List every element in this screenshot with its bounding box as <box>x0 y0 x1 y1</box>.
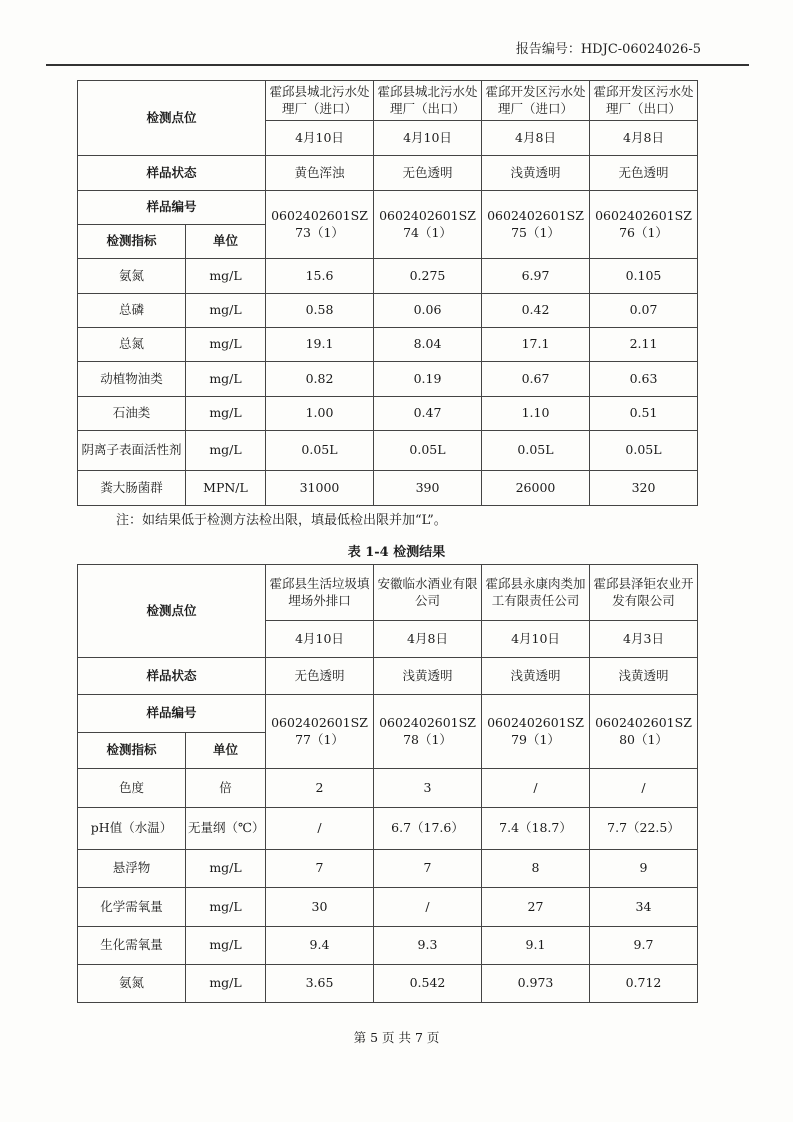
index-unit: MPN/L <box>186 471 266 506</box>
index-name: 悬浮物 <box>78 850 186 888</box>
label-index: 检测指标 <box>78 225 186 259</box>
sample-code: 0602402601SZ80（1） <box>590 695 698 769</box>
value-cell: 0.82 <box>266 362 374 397</box>
table-row <box>78 259 698 294</box>
value-cell: 15.6 <box>266 259 374 294</box>
label-index: 检测指标 <box>78 733 186 769</box>
value-cell: 9.3 <box>374 927 482 965</box>
value-cell: 9.7 <box>590 927 698 965</box>
label-unit: 单位 <box>186 225 266 259</box>
sample-date: 4月10日 <box>266 121 374 156</box>
table-row <box>78 362 698 397</box>
value-cell: 1.00 <box>266 397 374 431</box>
table-row <box>78 397 698 431</box>
value-cell: 8 <box>482 850 590 888</box>
value-cell: 0.67 <box>482 362 590 397</box>
value-cell: / <box>266 808 374 850</box>
value-cell: 7.4（18.7） <box>482 808 590 850</box>
value-cell: 27 <box>482 888 590 927</box>
index-name: 粪大肠菌群 <box>78 471 186 506</box>
sample-code: 0602402601SZ78（1） <box>374 695 482 769</box>
point-name: 霍邱县城北污水处理厂（出口） <box>374 81 482 121</box>
sample-state: 黄色浑浊 <box>266 156 374 191</box>
value-cell: 3.65 <box>266 965 374 1003</box>
index-unit: mg/L <box>186 294 266 328</box>
value-cell: / <box>590 769 698 808</box>
value-cell: 0.51 <box>590 397 698 431</box>
value-cell: 7 <box>374 850 482 888</box>
index-name: 化学需氧量 <box>78 888 186 927</box>
value-cell: / <box>374 888 482 927</box>
value-cell: 30 <box>266 888 374 927</box>
index-unit: 无量纲（℃） <box>186 808 266 850</box>
value-cell: 6.7（17.6） <box>374 808 482 850</box>
point-name: 霍邱县泽钜农业开发有限公司 <box>590 565 698 621</box>
value-cell: 0.47 <box>374 397 482 431</box>
sample-code: 0602402601SZ76（1） <box>590 191 698 259</box>
value-cell: 9.1 <box>482 927 590 965</box>
header-rule <box>46 64 749 66</box>
sample-code: 0602402601SZ73（1） <box>266 191 374 259</box>
index-unit: mg/L <box>186 850 266 888</box>
sample-state: 无色透明 <box>590 156 698 191</box>
sample-code: 0602402601SZ77（1） <box>266 695 374 769</box>
point-name: 霍邱开发区污水处理厂（出口） <box>590 81 698 121</box>
value-cell: 7 <box>266 850 374 888</box>
point-name: 霍邱县永康肉类加工有限责任公司 <box>482 565 590 621</box>
value-cell: 17.1 <box>482 328 590 362</box>
index-unit: mg/L <box>186 362 266 397</box>
sample-date: 4月8日 <box>590 121 698 156</box>
table-row <box>78 471 698 506</box>
value-cell: 390 <box>374 471 482 506</box>
index-unit: mg/L <box>186 431 266 471</box>
value-cell: 0.712 <box>590 965 698 1003</box>
sample-state: 浅黄透明 <box>482 156 590 191</box>
index-unit: mg/L <box>186 328 266 362</box>
index-name: 总氮 <box>78 328 186 362</box>
value-cell: 0.105 <box>590 259 698 294</box>
value-cell: 6.97 <box>482 259 590 294</box>
value-cell: 19.1 <box>266 328 374 362</box>
value-cell: 0.19 <box>374 362 482 397</box>
index-name: 总磷 <box>78 294 186 328</box>
label-code: 样品编号 <box>78 191 266 225</box>
index-name: 阴离子表面活性剂 <box>78 431 186 471</box>
sample-code: 0602402601SZ75（1） <box>482 191 590 259</box>
point-name: 霍邱县生活垃圾填埋场外排口 <box>266 565 374 621</box>
value-cell: 7.7（22.5） <box>590 808 698 850</box>
index-unit: mg/L <box>186 397 266 431</box>
index-unit: 倍 <box>186 769 266 808</box>
sample-date: 4月10日 <box>482 621 590 658</box>
value-cell: 1.10 <box>482 397 590 431</box>
table-row <box>78 431 698 471</box>
label-state: 样品状态 <box>78 156 266 191</box>
value-cell: 0.58 <box>266 294 374 328</box>
page-footer: 第 5 页 共 7 页 <box>353 1030 440 1045</box>
sample-code: 0602402601SZ79（1） <box>482 695 590 769</box>
value-cell: 0.06 <box>374 294 482 328</box>
point-name: 安徽临水酒业有限公司 <box>374 565 482 621</box>
sample-date: 4月10日 <box>374 121 482 156</box>
value-cell: 9.4 <box>266 927 374 965</box>
value-cell: 34 <box>590 888 698 927</box>
value-cell: 320 <box>590 471 698 506</box>
value-cell: / <box>482 769 590 808</box>
sample-state: 浅黄透明 <box>374 658 482 695</box>
value-cell: 0.973 <box>482 965 590 1003</box>
label-code: 样品编号 <box>78 695 266 733</box>
table-row <box>78 850 698 888</box>
value-cell: 0.07 <box>590 294 698 328</box>
value-cell: 0.42 <box>482 294 590 328</box>
value-cell: 0.05L <box>590 431 698 471</box>
table-row <box>78 965 698 1003</box>
label-point: 检测点位 <box>78 565 266 658</box>
value-cell: 8.04 <box>374 328 482 362</box>
value-cell: 2 <box>266 769 374 808</box>
table-row <box>78 294 698 328</box>
value-cell: 0.63 <box>590 362 698 397</box>
results-table-1 <box>77 80 698 506</box>
index-name: 动植物油类 <box>78 362 186 397</box>
sample-date: 4月8日 <box>374 621 482 658</box>
value-cell: 26000 <box>482 471 590 506</box>
index-name: 色度 <box>78 769 186 808</box>
index-name: 生化需氧量 <box>78 927 186 965</box>
sample-state: 浅黄透明 <box>590 658 698 695</box>
label-unit: 单位 <box>186 733 266 769</box>
table-row <box>78 808 698 850</box>
value-cell: 0.05L <box>374 431 482 471</box>
results-table-2 <box>77 564 698 1003</box>
index-unit: mg/L <box>186 965 266 1003</box>
table-note: 注：如结果低于检测方法检出限，填最低检出限并加“L”。 <box>116 513 447 528</box>
table-row <box>78 888 698 927</box>
index-unit: mg/L <box>186 259 266 294</box>
index-name: 石油类 <box>78 397 186 431</box>
value-cell: 2.11 <box>590 328 698 362</box>
index-name: 氨氮 <box>78 965 186 1003</box>
value-cell: 9 <box>590 850 698 888</box>
report-number: 报告编号：HDJC-06024026-5 <box>515 42 701 57</box>
point-name: 霍邱开发区污水处理厂（进口） <box>482 81 590 121</box>
sample-date: 4月8日 <box>482 121 590 156</box>
index-name: 氨氮 <box>78 259 186 294</box>
value-cell: 0.542 <box>374 965 482 1003</box>
value-cell: 0.05L <box>482 431 590 471</box>
label-state: 样品状态 <box>78 658 266 695</box>
sample-date: 4月10日 <box>266 621 374 658</box>
table-row <box>78 927 698 965</box>
value-cell: 0.275 <box>374 259 482 294</box>
index-unit: mg/L <box>186 888 266 927</box>
value-cell: 3 <box>374 769 482 808</box>
sample-code: 0602402601SZ74（1） <box>374 191 482 259</box>
table-caption: 表 1-4 检测结果 <box>347 545 446 560</box>
table-row <box>78 328 698 362</box>
value-cell: 0.05L <box>266 431 374 471</box>
index-unit: mg/L <box>186 927 266 965</box>
point-name: 霍邱县城北污水处理厂（进口） <box>266 81 374 121</box>
value-cell: 31000 <box>266 471 374 506</box>
table-row <box>78 769 698 808</box>
sample-date: 4月3日 <box>590 621 698 658</box>
sample-state: 浅黄透明 <box>482 658 590 695</box>
sample-state: 无色透明 <box>374 156 482 191</box>
label-point: 检测点位 <box>78 81 266 156</box>
index-name: pH值（水温） <box>78 808 186 850</box>
sample-state: 无色透明 <box>266 658 374 695</box>
